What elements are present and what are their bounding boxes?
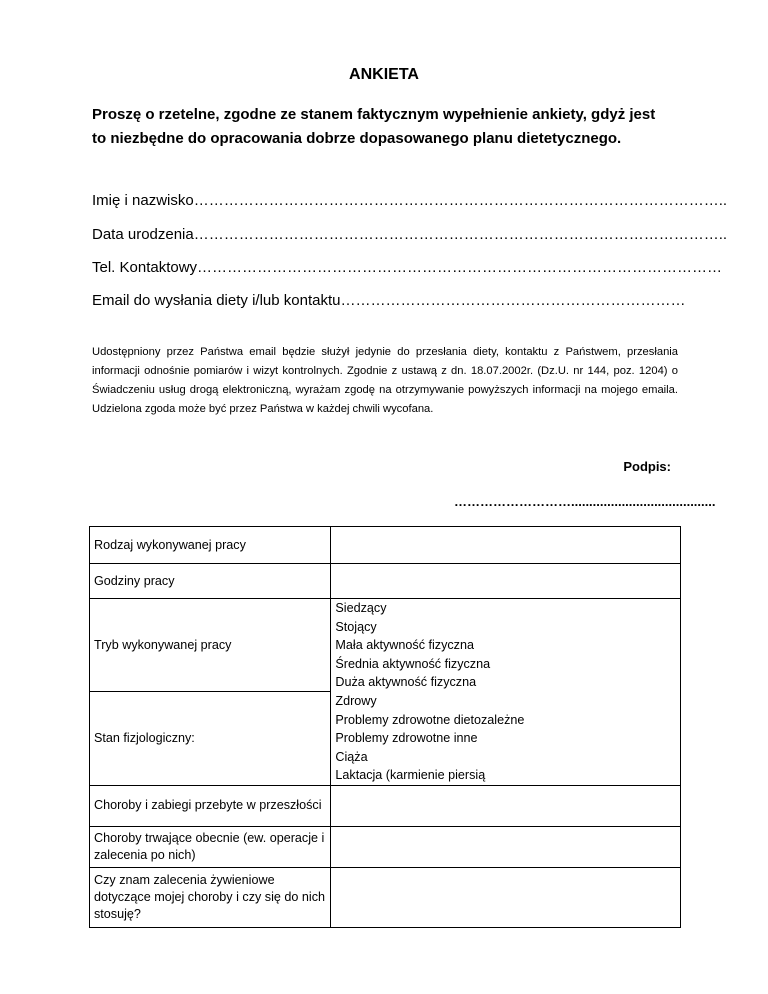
survey-table [89, 526, 681, 928]
option-diet-related-problems[interactable]: Problemy zdrowotne dietozależne [335, 712, 525, 727]
intro-text: Proszę o rzetelne, zgodne ze stanem faktycznym wypełnienie ankiety, gdyż jest to niezbędne do opracowania dobrze dopasowanego planu dietetycznego. [92, 106, 656, 147]
table-row [90, 867, 681, 927]
signature-line[interactable]: ………………………........................................ [454, 494, 716, 509]
birth-date-field[interactable]: Data urodzenia…………………………………………………………………………………………….. [92, 226, 728, 243]
page-title: ANKIETA [349, 66, 419, 83]
option-healthy[interactable]: Zdrowy [335, 693, 377, 708]
past-diseases-label: Choroby i zabiegi przebyte w przeszłości [90, 785, 331, 826]
option-sitting[interactable]: Siedzący [335, 601, 387, 615]
diet-recommendations-input[interactable] [331, 867, 681, 927]
table-row [90, 527, 681, 564]
work-hours-input[interactable] [331, 564, 681, 599]
consent-text: Udostępniony przez Państwa email będzie służył jedynie do przesłania diety, kontaktu z Państwem, przesłania informacji odnośnie pomiarów i wizyt kontrolnych. Zgodnie z ustawą z dn. 18.07.2002r. (Dz.U. nr 144, poz. 1204) o Świadczeniu usług drogą elektroniczną, wyrażam zgodę na otrzymywanie powyższych informacji na mojego emaila. Udzielona zgoda może być przez Państwa w każdej chwili wycofana. [92, 346, 678, 415]
table-row [90, 785, 681, 826]
option-medium-activity[interactable]: Średnia aktywność fizyczna [335, 656, 491, 671]
table-row [90, 564, 681, 599]
current-diseases-input[interactable] [331, 826, 681, 867]
options-cell [331, 599, 681, 786]
past-diseases-input[interactable] [331, 785, 681, 826]
signature-label: Podpis: [623, 459, 671, 474]
option-pregnancy[interactable]: Ciąża [335, 749, 368, 764]
work-hours-label: Godziny pracy [90, 564, 331, 599]
phone-field[interactable]: Tel. Kontaktowy…………………………………………………………………………………………… [92, 259, 723, 276]
current-diseases-label: Choroby trwające obecnie (ew. operacje i zalecenia po nich) [90, 826, 331, 867]
work-mode-label: Tryb wykonywanej pracy [90, 599, 331, 692]
work-type-label: Rodzaj wykonywanej pracy [90, 527, 331, 564]
option-low-activity[interactable]: Mała aktywność fizyczna [335, 638, 474, 653]
option-standing[interactable]: Stojący [335, 619, 377, 634]
table-row [90, 599, 681, 692]
name-field[interactable]: Imię i nazwisko…………………………………………………………………………………………….. [92, 192, 728, 209]
diet-recommendations-label: Czy znam zalecenia żywieniowe dotyczące mojej choroby i czy się do nich stosuję? [90, 867, 331, 927]
email-field[interactable]: Email do wysłania diety i/lub kontaktu…………………………………………………………… [92, 292, 686, 309]
option-high-activity[interactable]: Duża aktywność fizyczna [335, 675, 477, 690]
option-other-problems[interactable]: Problemy zdrowotne inne [335, 731, 478, 746]
table-row [90, 826, 681, 867]
option-lactation[interactable]: Laktacja (karmienie piersią [335, 768, 486, 783]
work-type-input[interactable] [331, 527, 681, 564]
physiological-state-label: Stan fizjologiczny: [90, 692, 331, 785]
